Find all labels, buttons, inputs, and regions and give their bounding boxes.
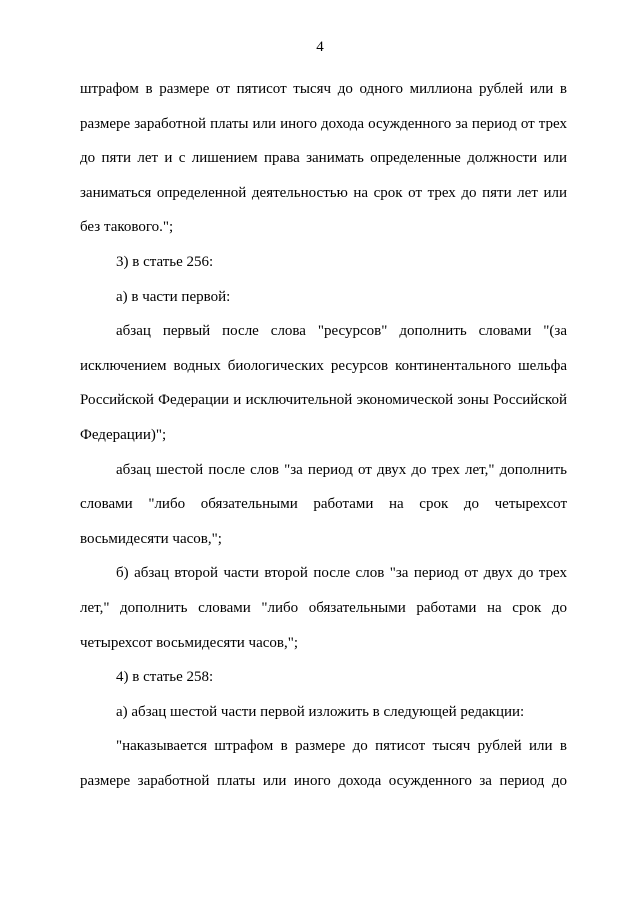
text-line: "наказывается штрафом в размере до пятисот тысяч рублей или в (116, 738, 567, 755)
text-line: до пяти лет и с лишением права занимать определенные должности или (80, 150, 567, 167)
text-line: Российской Федерации и исключительной экономической зоны Российской (80, 392, 567, 409)
text-line: Федерации)"; (80, 426, 167, 443)
text-line: абзац шестой после слов "за период от двух до трех лет," дополнить (116, 461, 567, 478)
text-line: исключением водных биологических ресурсов континентального шельфа (80, 357, 567, 374)
text-line: абзац первый после слова "ресурсов" дополнить словами "(за (116, 323, 567, 340)
text-line: размере заработной платы или иного дохода осужденного за период до (80, 772, 567, 789)
text-line: 3) в статье 256: (116, 253, 214, 270)
text-line: лет," дополнить словами "либо обязательными работами на срок до (80, 599, 567, 616)
text-line: б) абзац второй части второй после слов "за период от двух до трех (116, 565, 567, 582)
text-line: заниматься определенной деятельностью на срок от трех до пяти лет или (80, 184, 567, 201)
text-line: словами "либо обязательными работами на срок до четырехсот (80, 496, 567, 513)
text-line: восьмидесяти часов,"; (80, 530, 222, 547)
text-line: а) в части первой: (116, 288, 231, 305)
text-line: а) абзац шестой части первой изложить в следующей редакции: (116, 703, 525, 720)
text-line: размере заработной платы или иного дохода осужденного за период от трех (80, 115, 567, 132)
text-line: без такового."; (80, 219, 174, 236)
text-line: четырехсот восьмидесяти часов,"; (80, 634, 299, 651)
text-line: 4) в статье 258: (116, 669, 214, 686)
document-body (80, 72, 567, 798)
text-line: штрафом в размере от пятисот тысяч до одного миллиона рублей или в (80, 81, 567, 97)
page-number: 4 (316, 39, 324, 55)
